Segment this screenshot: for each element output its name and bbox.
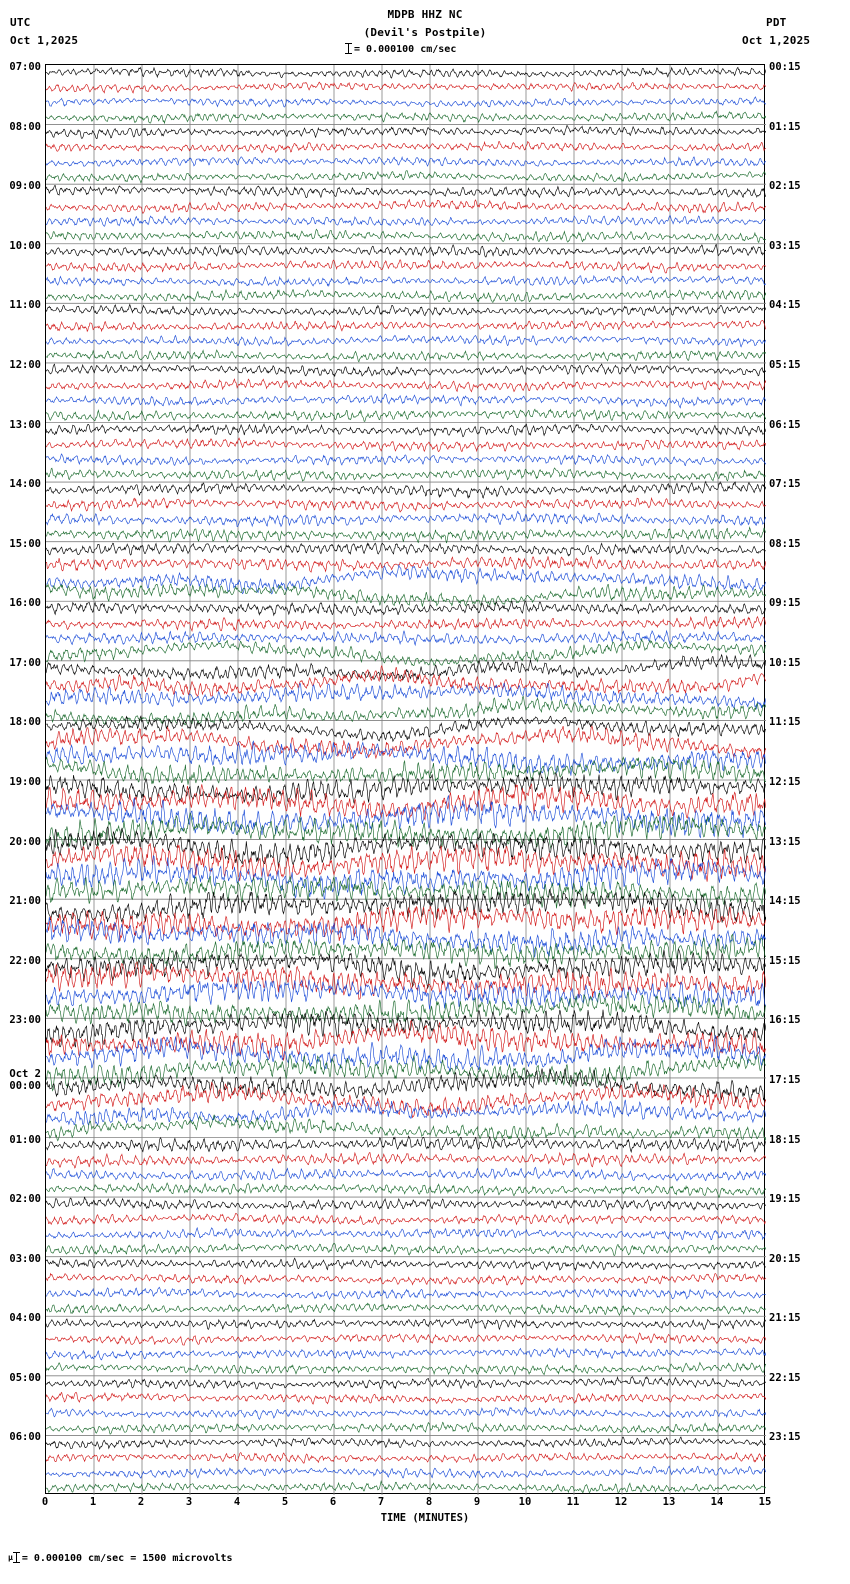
y-axis-label-utc: 01:00 xyxy=(9,1133,41,1146)
seismogram-trace xyxy=(46,335,766,347)
y-axis-label-utc: 08:00 xyxy=(9,120,41,133)
y-axis-label-utc: 12:00 xyxy=(9,358,41,371)
x-axis-tick-label: 12 xyxy=(614,1496,628,1508)
seismogram-trace xyxy=(46,1392,766,1404)
seismogram-trace xyxy=(46,795,766,838)
footer-scale-note xyxy=(8,1552,233,1564)
seismogram-trace xyxy=(46,639,766,666)
x-axis-tick-label: 2 xyxy=(137,1496,145,1508)
seismogram-trace xyxy=(46,1437,766,1449)
seismogram-trace xyxy=(46,1055,766,1091)
y-axis-label-pdt: 19:15 xyxy=(769,1193,801,1206)
seismogram-trace xyxy=(46,1167,766,1180)
y-axis-label-utc: 20:00 xyxy=(9,835,41,848)
x-axis-tick-label: 9 xyxy=(473,1496,481,1508)
seismogram-trace xyxy=(46,1363,766,1375)
seismogram-trace xyxy=(46,527,766,543)
seismogram-trace xyxy=(46,454,766,466)
y-axis-label-pdt: 20:15 xyxy=(769,1252,801,1265)
y-axis-label-pdt: 18:15 xyxy=(769,1133,801,1146)
x-axis-tick-label: 1 xyxy=(89,1496,97,1508)
x-axis-tick-label: 7 xyxy=(377,1496,385,1508)
seismogram-trace xyxy=(46,977,766,1010)
seismogram-trace xyxy=(46,1069,766,1103)
seismogram-trace xyxy=(46,1099,766,1126)
seismogram-trace xyxy=(46,584,766,607)
y-axis-label-utc: 02:00 xyxy=(9,1193,41,1206)
y-axis-label-pdt: 02:15 xyxy=(769,180,801,193)
y-axis-label-utc: 11:00 xyxy=(9,299,41,312)
seismogram-trace xyxy=(46,1136,766,1152)
seismogram-trace xyxy=(46,1021,766,1061)
y-axis-label-pdt: 03:15 xyxy=(769,239,801,252)
seismogram-trace xyxy=(46,1377,766,1390)
seismogram-trace xyxy=(46,1197,766,1211)
y-axis-label-pdt: 23:15 xyxy=(769,1431,801,1444)
seismogram-trace xyxy=(46,245,766,258)
y-axis-label-pdt: 09:15 xyxy=(769,597,801,610)
seismogram-trace xyxy=(46,379,766,392)
micro-symbol: μ xyxy=(8,1553,13,1562)
x-axis-title: TIME (MINUTES) xyxy=(380,1512,470,1524)
footer-text: = 0.000100 cm/sec = 1500 microvolts xyxy=(21,1553,233,1564)
seismogram-trace xyxy=(46,655,766,680)
y-axis-label-pdt: 04:15 xyxy=(769,299,801,312)
seismogram-trace xyxy=(46,468,766,481)
x-axis-tick-label: 3 xyxy=(185,1496,193,1508)
seismogram-trace xyxy=(46,876,766,909)
seismogram-trace xyxy=(46,716,766,741)
station-subtitle: (Devil's Postpile) xyxy=(363,26,487,39)
seismogram-trace xyxy=(46,889,766,922)
seismogram-trace xyxy=(46,757,766,785)
y-axis-label-utc: 16:00 xyxy=(9,597,41,610)
x-axis-tick-label: 8 xyxy=(425,1496,433,1508)
y-axis-label-utc: Oct 2 00:00 xyxy=(9,1067,41,1092)
x-axis-tick-label: 4 xyxy=(233,1496,241,1508)
seismogram-trace xyxy=(46,157,766,166)
utc-date: Oct 1,2025 xyxy=(10,34,79,47)
seismogram-trace xyxy=(46,216,766,227)
scale-bar-legend xyxy=(348,43,456,55)
y-axis-label-pdt: 08:15 xyxy=(769,537,801,550)
seismogram-trace xyxy=(46,631,766,645)
seismogram-trace xyxy=(46,290,766,303)
seismogram-trace xyxy=(46,1481,766,1492)
y-axis-label-pdt: 12:15 xyxy=(769,776,801,788)
seismogram-trace xyxy=(46,666,766,696)
seismogram-trace xyxy=(46,601,766,616)
y-axis-label-pdt: 15:15 xyxy=(769,954,801,967)
seismogram-canvas xyxy=(46,65,766,1495)
seismogram-trace xyxy=(46,543,766,556)
y-axis-label-pdt: 13:15 xyxy=(769,835,801,848)
seismogram-trace xyxy=(46,394,766,408)
seismogram-trace xyxy=(46,917,766,957)
y-axis-label-pdt: 22:15 xyxy=(769,1371,801,1384)
y-axis-label-pdt: 14:15 xyxy=(769,895,801,908)
seismogram-trace xyxy=(46,1466,766,1478)
seismogram-trace xyxy=(46,511,766,526)
seismogram-trace xyxy=(46,726,766,759)
seismogram-trace xyxy=(46,1082,766,1117)
y-axis-label-utc: 23:00 xyxy=(9,1014,41,1027)
y-axis-label-pdt: 16:15 xyxy=(769,1014,801,1027)
page-title: MDPB HHZ NC xyxy=(387,8,463,21)
seismogram-trace xyxy=(46,97,766,107)
seismogram-trace xyxy=(46,1348,766,1360)
seismogram-trace xyxy=(46,111,766,123)
x-axis-tick-label: 15 xyxy=(758,1496,772,1508)
y-axis-label-utc: 13:00 xyxy=(9,418,41,431)
y-axis-label-utc: 04:00 xyxy=(9,1312,41,1325)
y-axis-label-pdt: 10:15 xyxy=(769,656,801,669)
y-axis-label-utc: 22:00 xyxy=(9,954,41,967)
seismogram-trace xyxy=(46,438,766,452)
y-axis-label-utc: 07:00 xyxy=(9,61,41,73)
y-axis-label-pdt: 11:15 xyxy=(769,716,801,729)
y-axis-label-utc: 06:00 xyxy=(9,1431,41,1444)
y-axis-label-utc: 17:00 xyxy=(9,656,41,669)
seismogram-trace xyxy=(46,364,766,376)
y-axis-label-utc: 03:00 xyxy=(9,1252,41,1265)
seismogram-trace xyxy=(46,1319,766,1330)
y-axis-label-utc: 18:00 xyxy=(9,716,41,729)
seismogram-trace xyxy=(46,1408,766,1420)
seismogram-trace xyxy=(46,125,766,138)
y-axis-label-utc: 05:00 xyxy=(9,1371,41,1384)
seismogram-trace xyxy=(46,1115,766,1141)
pdt-date: Oct 1,2025 xyxy=(742,34,811,47)
seismogram-plot xyxy=(45,64,765,1494)
x-axis xyxy=(41,1496,772,1512)
y-axis-label-utc: 21:00 xyxy=(9,895,41,908)
seismogram-trace xyxy=(46,556,766,572)
x-axis-tick-label: 5 xyxy=(281,1496,289,1508)
x-axis-tick-label: 14 xyxy=(710,1496,724,1508)
x-axis-tick-label: 0 xyxy=(41,1496,49,1508)
y-axis-label-utc: 15:00 xyxy=(9,537,41,550)
scale-bar-icon xyxy=(348,43,349,54)
seismogram-trace xyxy=(46,1183,766,1198)
y-axis-label-utc: 19:00 xyxy=(9,776,41,788)
x-axis-tick-label: 6 xyxy=(329,1496,337,1508)
seismogram-trace xyxy=(46,1287,766,1299)
seismogram-trace xyxy=(46,186,766,198)
seismogram-trace xyxy=(46,171,766,183)
y-axis-label-pdt: 00:15 xyxy=(769,61,801,73)
y-axis-label-utc: 10:00 xyxy=(9,239,41,252)
y-axis-label-pdt: 05:15 xyxy=(769,358,801,371)
seismogram-trace xyxy=(46,843,766,882)
seismogram-trace xyxy=(46,617,766,631)
y-axis-label-utc: 09:00 xyxy=(9,180,41,193)
seismogram-trace xyxy=(46,260,766,273)
y-axis-label-pdt: 06:15 xyxy=(769,418,801,431)
seismogram-trace xyxy=(46,1258,766,1270)
footer-scale-bar-icon xyxy=(16,1552,17,1563)
seismogram-trace xyxy=(46,1303,766,1315)
x-axis-tick-label: 10 xyxy=(518,1496,532,1508)
seismogram-trace xyxy=(46,409,766,421)
scale-note-text: = 0.000100 cm/sec xyxy=(354,44,457,55)
seismogram-trace xyxy=(46,1228,766,1240)
seismogram-trace xyxy=(46,424,766,437)
y-axis-label-pdt: 17:15 xyxy=(769,1073,801,1086)
x-axis-tick-label: 13 xyxy=(662,1496,676,1508)
seismogram-trace xyxy=(46,82,766,93)
seismogram-trace xyxy=(46,482,766,499)
seismogram-trace xyxy=(46,1274,766,1285)
seismogram-trace xyxy=(46,229,766,242)
seismogram-trace xyxy=(46,350,766,362)
seismogram-trace xyxy=(46,200,766,214)
seismogram-trace xyxy=(46,1153,766,1168)
seismogram-trace xyxy=(46,1422,766,1434)
seismogram-trace xyxy=(46,1213,766,1224)
y-axis-label-pdt: 07:15 xyxy=(769,478,801,491)
y-axis-label-pdt: 01:15 xyxy=(769,120,801,133)
y-axis-label-utc: 14:00 xyxy=(9,478,41,491)
seismogram-trace xyxy=(46,141,766,152)
pdt-label: PDT xyxy=(766,16,787,29)
x-axis-tick-label: 11 xyxy=(566,1496,580,1508)
seismogram-trace xyxy=(46,276,766,286)
utc-label: UTC xyxy=(10,16,31,29)
seismogram-trace xyxy=(46,1453,766,1464)
y-axis-label-pdt: 21:15 xyxy=(769,1312,801,1325)
seismogram-trace xyxy=(46,305,766,316)
seismogram-trace xyxy=(46,1333,766,1345)
seismogram-trace xyxy=(46,321,766,332)
seismogram-trace xyxy=(46,1243,766,1255)
seismogram-trace xyxy=(46,67,766,78)
seismogram-trace xyxy=(46,498,766,512)
